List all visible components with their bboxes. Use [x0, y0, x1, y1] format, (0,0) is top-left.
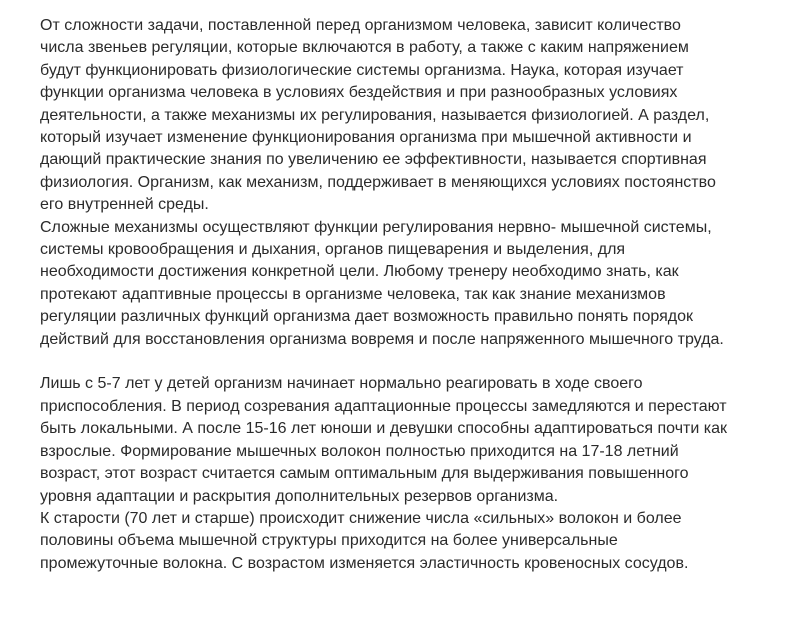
text-line: который изучает изменение функционирования организма при мышечной активности и [40, 129, 692, 147]
text-line: деятельности, а также механизмы их регулирования, называется физиологией. А раздел, [40, 106, 710, 124]
text-line: числа звеньев регуляции, которые включаются в работу, а также с каким напряжением [40, 39, 689, 57]
text-line: возраст, этот возраст считается самым оптимальным для выдерживания повышенного [40, 465, 689, 483]
text-line: половины объема мышечной структуры приходится на более универсальные [40, 532, 618, 550]
text-line: К старости (70 лет и старше) происходит снижение числа «сильных» волокон и более [40, 509, 682, 527]
text-line: От сложности задачи, поставленной перед организмом человека, зависит количество [40, 17, 681, 34]
text-line: физиология. Организм, как механизм, поддерживает в меняющихся условиях постоянство [40, 173, 716, 191]
text-line: Лишь с 5-7 лет у детей организм начинает нормально реагировать в ходе своего [40, 375, 643, 393]
text-line: протекают адаптивные процессы в организме человека, так как знание механизмов [40, 285, 666, 303]
text-line: регуляции различных функций организма дает возможность правильно понять порядок [40, 308, 693, 326]
text-line: действий для восстановления организма вовремя и после напряженного мышечного труда. [40, 330, 724, 348]
text-line: взрослые. Формирование мышечных волокон полностью приходится на 17-18 летний [40, 442, 679, 460]
text-line: Сложные механизмы осуществляют функции регулирования нервно- мышечной системы, [40, 218, 712, 236]
text-line: приспособления. В период созревания адаптационные процессы замедляются и перестают [40, 397, 727, 415]
text-line: уровня адаптации и раскрытия дополнительных резервов организма. [40, 487, 559, 505]
paragraph-physiology-intro [40, 15, 790, 217]
paragraph-spacer [40, 351, 790, 373]
paragraph-regulation-mechanisms [40, 217, 790, 351]
text-line: необходимости достижения конкретной цели. Любому тренеру необходимо знать, как [40, 263, 679, 281]
text-line: его внутренней среды. [40, 196, 209, 214]
text-line: системы кровообращения и дыхания, органов пищеварения и выделения, для [40, 241, 626, 259]
text-line: дающий практические знания по увеличению ее эффективности, называется спортивная [40, 151, 707, 169]
paragraph-old-age [40, 508, 790, 575]
paragraph-age-adaptation [40, 373, 790, 507]
text-line: промежуточные волокна. С возрастом изменяется эластичность кровеносных сосудов. [40, 554, 689, 572]
text-line: быть локальными. А после 15-16 лет юноши и девушки способны адаптироваться почти как [40, 420, 728, 438]
text-line: будут функционировать физиологические системы организма. Наука, которая изучает [40, 61, 684, 79]
text-line: функции организма человека в условиях бездействия и при разнообразных условиях [40, 84, 678, 102]
